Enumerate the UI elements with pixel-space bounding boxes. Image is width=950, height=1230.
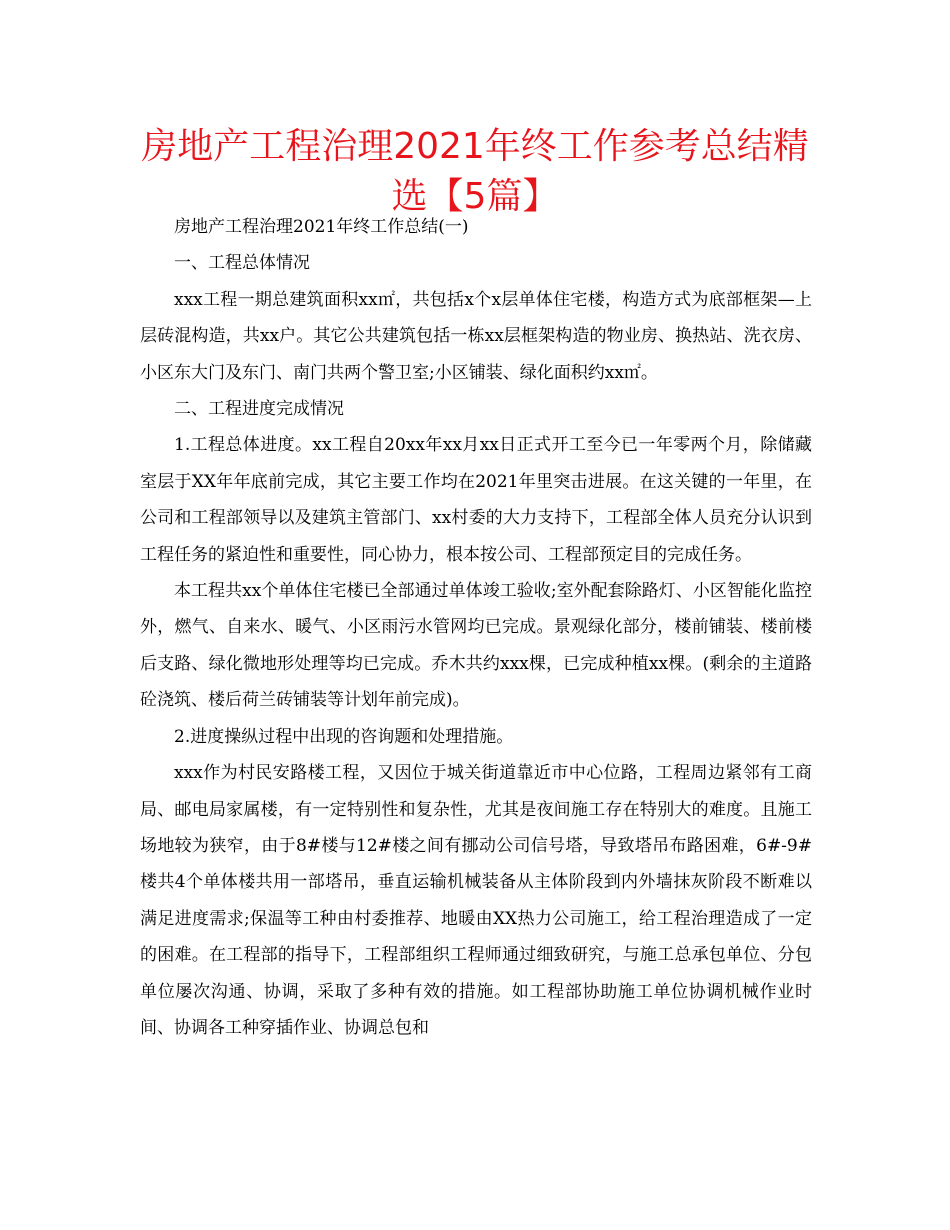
paragraph-subtitle: 房地产工程治理2021年终工作总结(一) (174, 217, 469, 237)
document-body (140, 209, 812, 1046)
paragraph-issues-heading: 2.进度操纵过程中出现的咨询题和处理措施。 (174, 726, 514, 747)
section-heading-overview: 一、工程总体情况 (174, 253, 310, 274)
document-title: 房地产工程治理2021年终工作参考总结精选【5篇】 (141, 126, 809, 217)
paragraph-issues: xxx作为村民安路楼工程，又因位于城关街道靠近市中心位路，工程周边紧邻有工商局、邮电局家属楼，有一定特别性和复杂性，尤其是夜间施工存在特别大的难度。且施工场地较为狭窄，由于8#楼与12#楼之间有挪动公司信号塔，导致塔吊布路困难，6#-9#楼共4个单体楼共用一部塔吊，垂直运输机械装备从主体阶段到内外墙抹灰阶段不断难以满足进度需求;保温等工种由村委推荐、地暖由XX热力公司施工，给工程治理造成了一定的困难。在工程部的指导下，工程部组织工程师通过细致研究，与施工总承包单位、分包单位屡次沟通、协调，采取了多种有效的措施。如工程部协助施工单位协调机械作业时间、协调各工种穿插作业、协调总包和 (140, 763, 812, 1038)
section-heading-progress: 二、工程进度完成情况 (174, 399, 344, 420)
paragraph-overview: xxx工程一期总建筑面积xx㎡，共包括x个x层单体住宅楼，构造方式为底部框架—上层砖混构造，共xx户。其它公共建筑包括一栋xx层框架构造的物业房、换热站、洗衣房、小区东大门及东门、南门共两个警卫室;小区铺装、绿化面积约xx㎡。 (140, 289, 812, 383)
paragraph-overall-progress: 1.工程总体进度。xx工程自20xx年xx月xx日正式开工至今已一年零两个月，除储藏室层于XX年年底前完成，其它主要工作均在2021年里突击进展。在这关键的一年里，在公司和工程部领导以及建筑主管部门、xx村委的大力支持下，工程部全体人员充分认识到工程任务的紧迫性和重要性，同心协力，根本按公司、工程部预定目的完成任务。 (140, 435, 812, 565)
paragraph-acceptance: 本工程共xx个单体住宅楼已全部通过单体竣工验收;室外配套除路灯、小区智能化监控外，燃气、自来水、暖气、小区雨污水管网均已完成。景观绿化部分，楼前铺装、楼前楼后支路、绿化微地形处理等均已完成。乔木共约xxx棵，已完成种植xx棵。(剩余的主道路砼浇筑、楼后荷兰砖铺装等计划年前完成)。 (140, 581, 812, 711)
